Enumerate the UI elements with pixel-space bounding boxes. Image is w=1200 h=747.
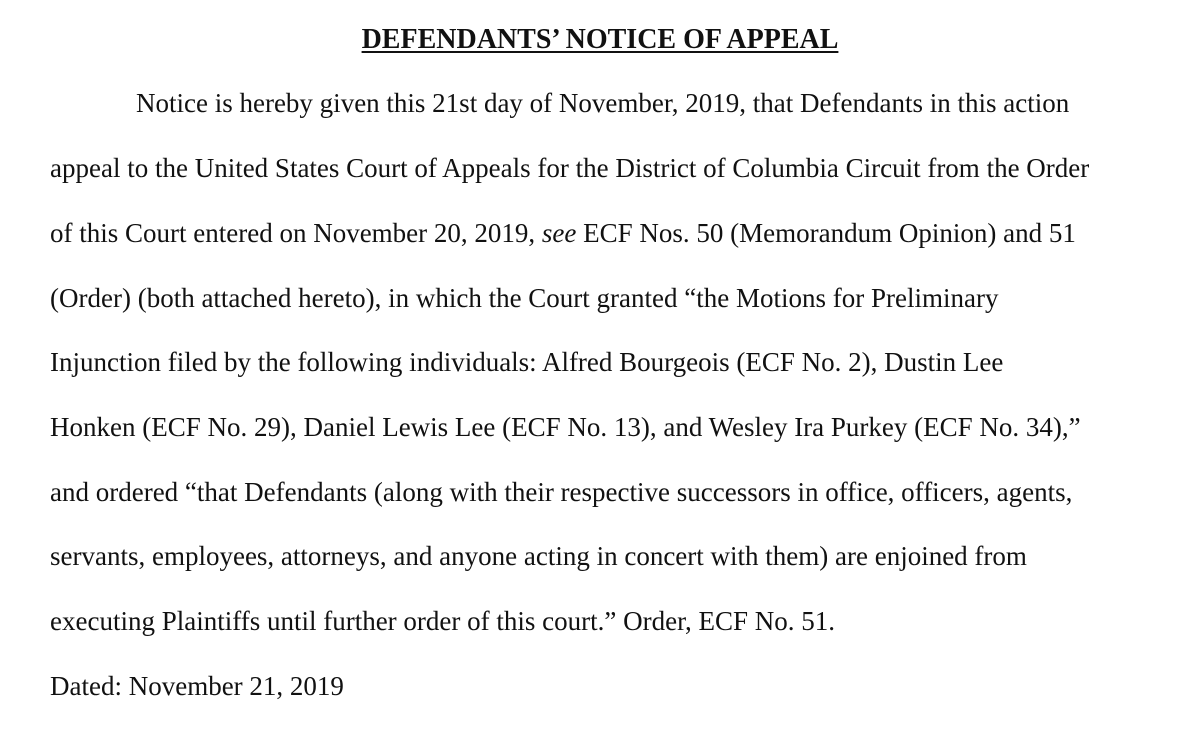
- body-line-8: servants, employees, attorneys, and anyone acting in concert with them) are enjoined from: [50, 541, 1027, 571]
- body-line-3-before: of this Court entered on November 20, 2019,: [50, 218, 542, 248]
- document-title: DEFENDANTS’ NOTICE OF APPEAL: [361, 24, 839, 55]
- body-line-2: appeal to the United States Court of Appeals for the District of Columbia Circuit from the Order: [50, 153, 1090, 183]
- body-line-9: executing Plaintiffs until further order of this court.” Order, ECF No. 51.: [50, 606, 836, 636]
- body-line-4: (Order) (both attached hereto), in which the Court granted “the Motions for Preliminary: [50, 283, 999, 313]
- body-line-1: Notice is hereby given this 21st day of November, 2019, that Defendants in this action: [136, 88, 1070, 118]
- body-line-6: Honken (ECF No. 29), Daniel Lewis Lee (ECF No. 13), and Wesley Ira Purkey (ECF No. 34),”: [50, 412, 1081, 442]
- body-line-5: Injunction filed by the following individuals: Alfred Bourgeois (ECF No. 2), Dustin Lee: [50, 347, 1004, 377]
- dated-line: Dated: November 21, 2019: [50, 671, 344, 701]
- body-line-3-after: ECF Nos. 50 (Memorandum Opinion) and 51: [576, 218, 1076, 248]
- body-line-3-italic: see: [541, 218, 577, 248]
- body-line-3: [50, 215, 1076, 251]
- body-line-7: and ordered “that Defendants (along with their respective successors in office, officers, agents,: [50, 477, 1073, 507]
